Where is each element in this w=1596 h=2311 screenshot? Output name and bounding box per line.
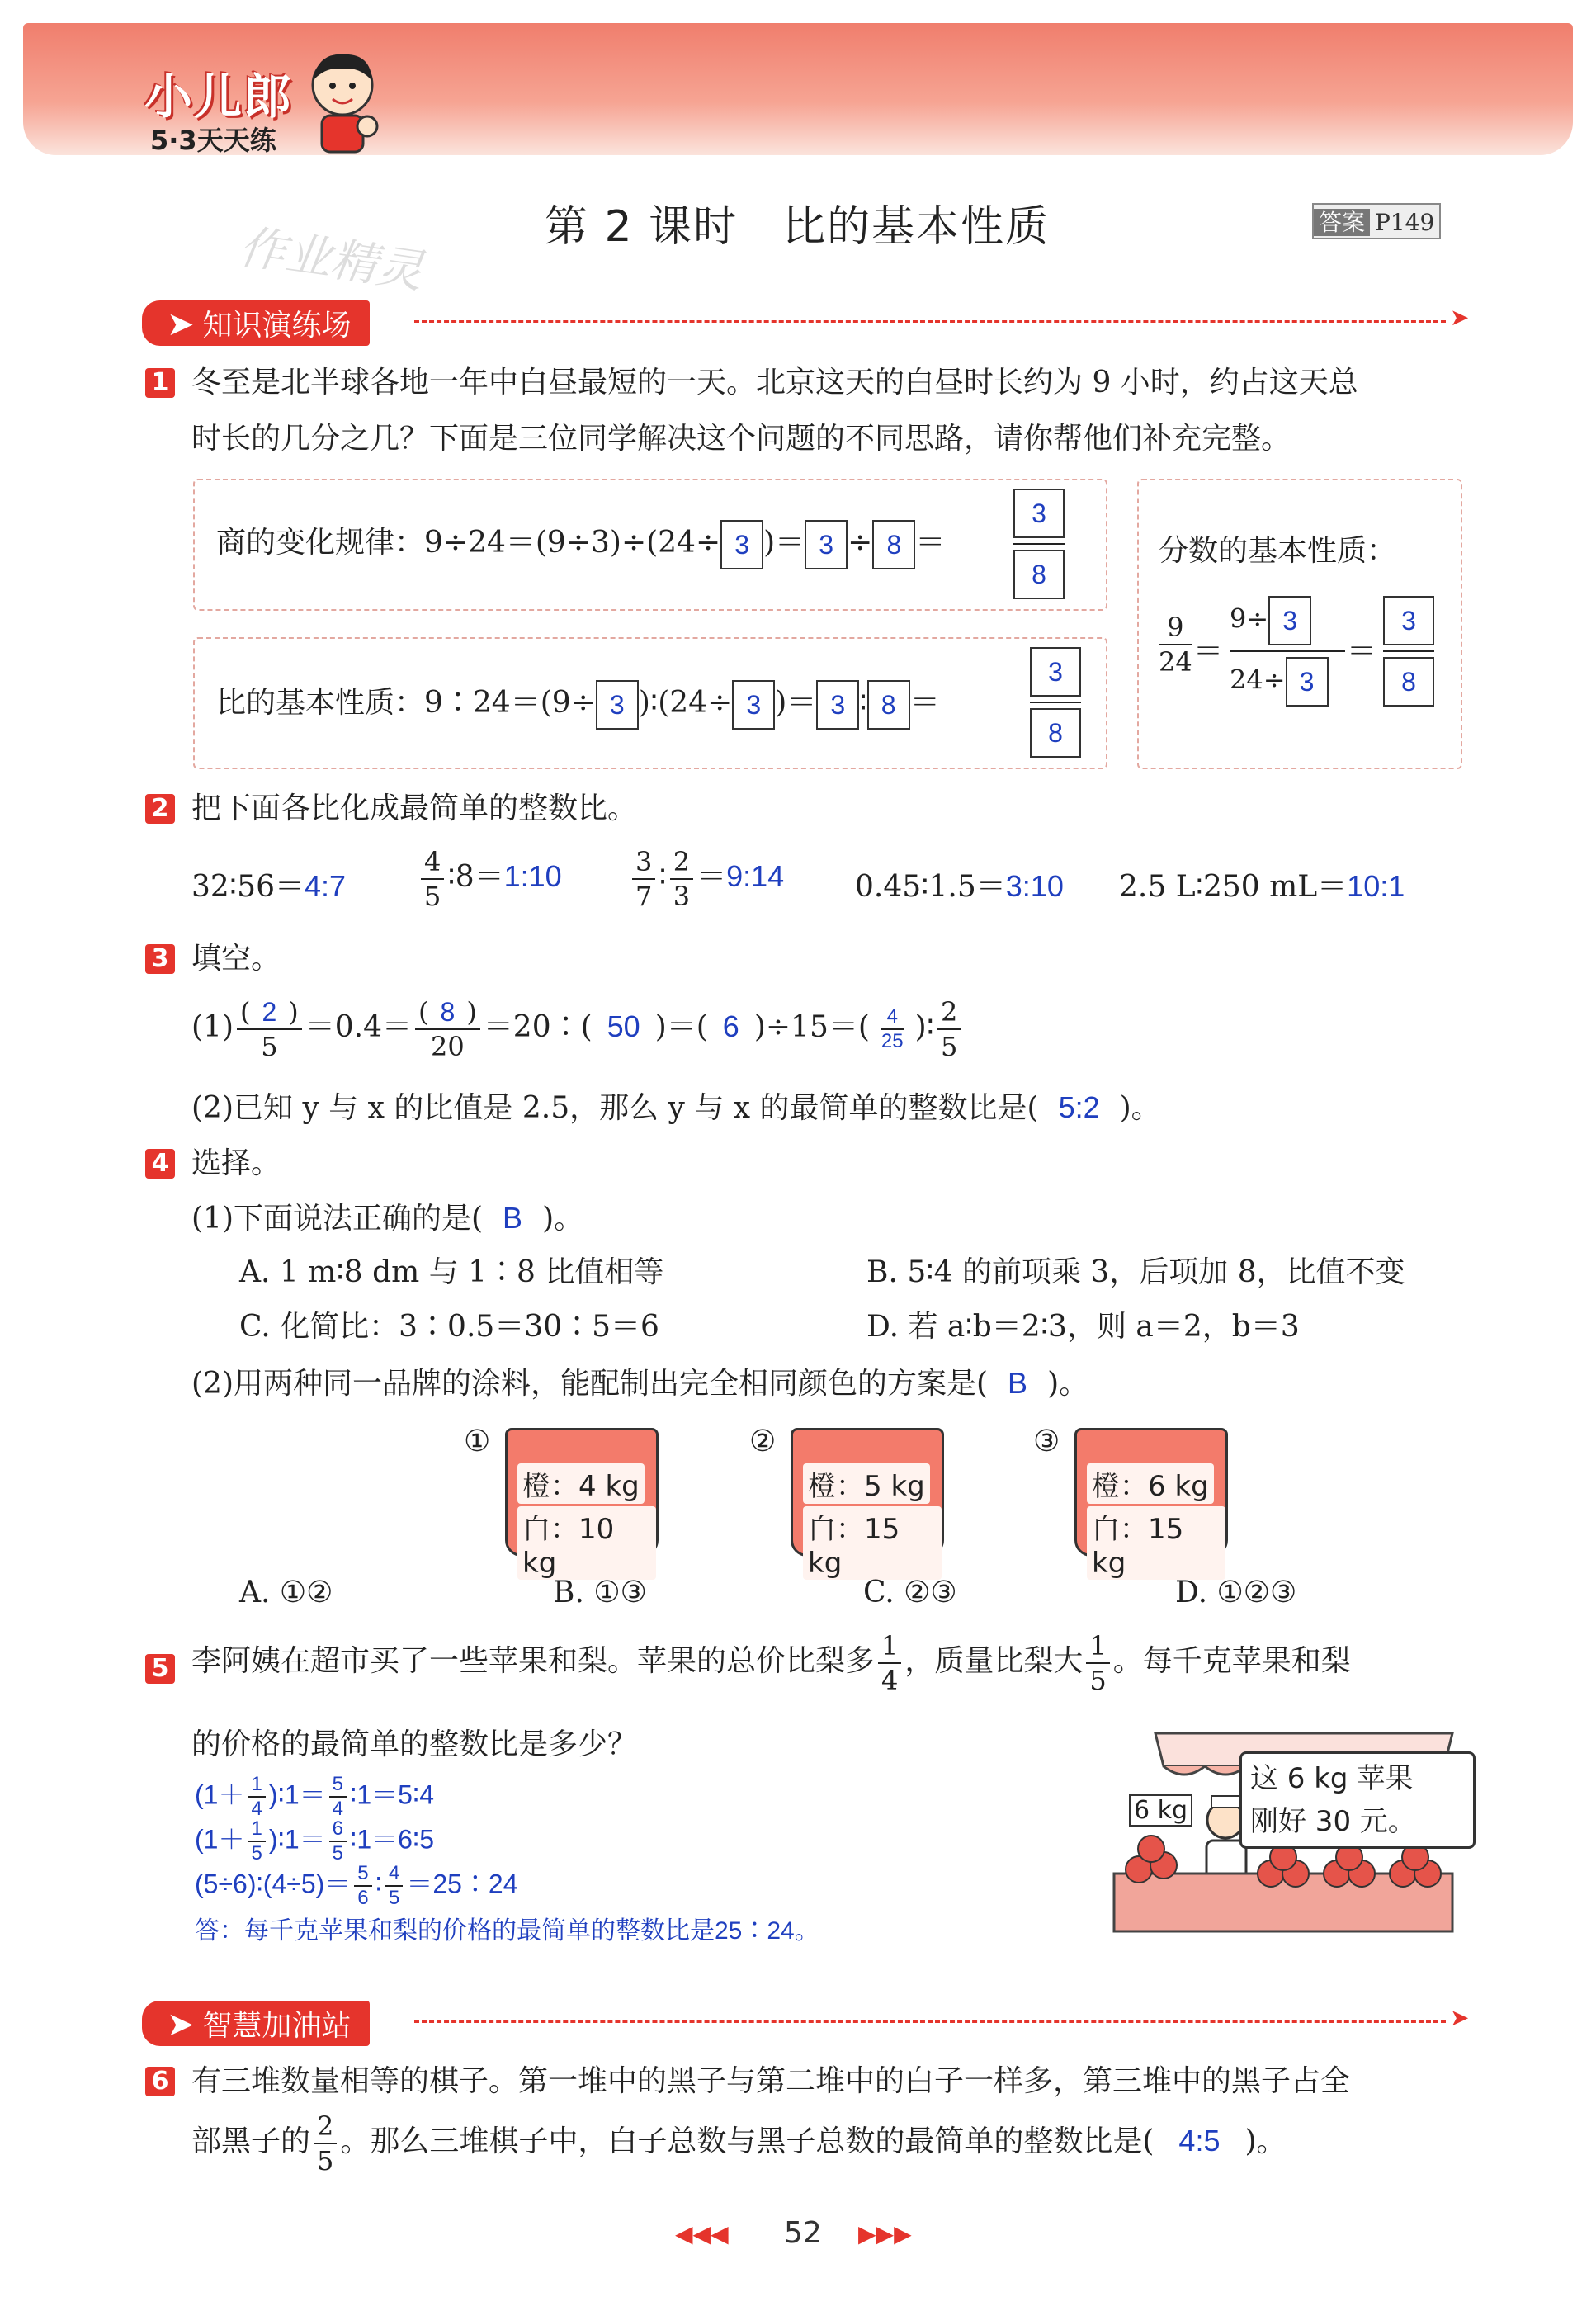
answer-box[interactable]: 3 [1268, 596, 1311, 645]
paint-bucket-1 [505, 1428, 659, 1580]
q5-solution-3 [195, 1862, 518, 1910]
expression: (5÷6)∶(4÷5)＝ [195, 1869, 352, 1899]
panel-c-fraction-3 [1383, 596, 1434, 707]
answer: 10:1 [1347, 869, 1405, 903]
q2-item-3 [629, 845, 784, 913]
mascot-icon [301, 48, 384, 155]
q6-text-line1: 有三堆数量相等的棋子。第一堆中的黑子与第二堆中的白子一样多，第三堆中的黑子占全 [191, 2064, 1351, 2098]
expression: )∶ [914, 1010, 935, 1044]
paren-close: ) [288, 996, 299, 1028]
expression: )＝( [654, 1010, 708, 1044]
denominator: 24 [1159, 646, 1192, 678]
expression: ∶ [375, 1869, 382, 1899]
numerator: 9 [1159, 611, 1192, 645]
answer-box[interactable]: 8 [872, 520, 915, 569]
q4-choice-c: C. ②③ [863, 1576, 957, 1609]
q4-option-d: D. 若 a∶b＝2∶3，则 a＝2，b＝3 [866, 1310, 1300, 1344]
denominator: 4 [251, 1798, 262, 1820]
q4-choice-d: D. ①②③ [1175, 1576, 1297, 1609]
statement: (2)已知 y 与 x 的比值是 2.5，那么 y 与 x 的最简单的整数比是( [191, 1091, 1039, 1125]
answer-box[interactable]: 3 [1030, 647, 1081, 697]
denominator: 25 [881, 1030, 904, 1052]
answer: 6 [722, 1009, 739, 1043]
eq-sign: ＝ [1347, 635, 1377, 669]
q5-solution-1 [195, 1773, 434, 1821]
denominator: 5 [261, 1031, 278, 1062]
prev-page-icon: ◀◀◀ [675, 2220, 729, 2247]
q2-text: 把下面各比化成最简单的整数比。 [191, 792, 638, 825]
expression: ∶8＝ [447, 860, 504, 894]
question-4 [145, 1149, 175, 1179]
next-page-icon: ▶▶▶ [858, 2220, 912, 2247]
div-sign: ÷ [848, 526, 873, 560]
expression: ＝20∶( [483, 1010, 593, 1044]
numerator: 3 [632, 845, 655, 880]
bucket-white: 白：15 kg [1087, 1506, 1225, 1580]
answer: B [1008, 1366, 1028, 1400]
numerator: 1 [248, 1773, 265, 1798]
numerator: 1 [248, 1817, 265, 1842]
bucket-mark-1: ① [464, 1425, 491, 1458]
paren-close: )。 [1119, 1091, 1161, 1125]
section-bar-1 [142, 300, 1471, 342]
panel-b-content [216, 680, 940, 730]
q2-item-5 [1119, 867, 1405, 907]
section-title-1: 知识演练场 [202, 309, 352, 343]
eq-sign: ＝ [696, 860, 727, 894]
denominator: 5 [941, 1031, 958, 1062]
answer: 4:5 [1178, 2124, 1221, 2157]
expression: )∶1＝ [268, 1779, 326, 1810]
bucket-mark-2: ② [749, 1425, 777, 1458]
numerator: 5 [329, 1773, 347, 1798]
page-number: 52 [784, 2216, 822, 2250]
panel-b-mid: )∶(24÷ [638, 686, 733, 720]
question-number: 3 [145, 944, 175, 974]
answer-box[interactable]: 8 [1013, 550, 1065, 599]
question-number: 6 [145, 2067, 175, 2096]
denominator: 5 [332, 1842, 343, 1864]
answer: 1:10 [503, 859, 562, 893]
answer-label: 答案 [1314, 209, 1370, 236]
q4-option-c: C. 化简比：3∶0.5＝30∶5＝6 [239, 1310, 659, 1344]
statement: 部黑子的 [191, 2124, 311, 2158]
question-2 [145, 794, 175, 824]
denominator: 5 [1089, 1665, 1107, 1696]
answer: 9:14 [726, 859, 785, 893]
expression: ＝0.4＝ [305, 1010, 413, 1044]
answer: 8 [440, 997, 456, 1027]
paren-close: )。 [542, 1202, 584, 1236]
denominator: 24÷ [1230, 664, 1286, 696]
eq-sign: ＝ [915, 526, 946, 560]
paint-bucket-2 [791, 1428, 944, 1580]
paren-close: )。 [1244, 2124, 1287, 2158]
panel-c-fraction-1 [1155, 611, 1196, 678]
denominator: 5 [388, 1887, 400, 1909]
expression: (1＋ [195, 1824, 245, 1855]
section-tag-1 [142, 300, 370, 346]
answer: 4:7 [305, 869, 347, 903]
q5-solution-2 [195, 1817, 434, 1865]
denominator: 4 [332, 1798, 343, 1820]
numerator: 1 [878, 1629, 901, 1664]
panel-c-title: 分数的基本性质： [1159, 534, 1397, 568]
panel-c-fraction-2 [1230, 596, 1345, 707]
q4-option-b: B. 5∶4 的前项乘 3，后项加 8，比值不变 [866, 1255, 1405, 1289]
q1-text-line2: 时长的几分之几？下面是三位同学解决这个问题的不同思路，请你帮他们补充完整。 [191, 422, 1291, 456]
question-number: 4 [145, 1149, 175, 1179]
runner-icon: ➤ [167, 2006, 195, 2044]
paren-open: ( [418, 996, 429, 1028]
answer-box[interactable]: 8 [1383, 657, 1434, 707]
expression: 2.5 L∶250 mL＝ [1119, 870, 1348, 904]
q4-choice-a: A. ①② [239, 1576, 333, 1609]
statement: 。每千克苹果和梨 [1112, 1644, 1351, 1678]
numerator: 6 [329, 1817, 347, 1842]
numerator: 4 [385, 1862, 403, 1887]
answer-box[interactable]: 3 [1383, 596, 1434, 645]
weight-tag: 6 kg [1129, 1794, 1192, 1827]
section-divider [414, 2020, 1446, 2023]
speech-line-2: 刚好 30 元。 [1250, 1805, 1416, 1838]
part-label: (1) [191, 1010, 234, 1044]
colon-sign: ∶ [659, 860, 667, 894]
panel-a-fraction [1013, 489, 1065, 599]
statement: (1)下面说法正确的是( [191, 1202, 484, 1236]
numerator: 1 [1086, 1629, 1109, 1664]
answer-page: P149 [1375, 209, 1435, 236]
section-tag-2 [142, 2001, 370, 2046]
panel-a-content [216, 520, 945, 569]
q6-text-line2 [191, 2110, 1287, 2177]
eq-sign: ＝ [1193, 635, 1224, 669]
denominator: 7 [635, 881, 653, 912]
section-title-2: 智慧加油站 [202, 2009, 352, 2043]
numerator: 9÷ [1230, 603, 1269, 635]
q2-item-4 [855, 867, 1064, 907]
bucket-mark-3: ③ [1033, 1425, 1060, 1458]
arrow-right-icon: ➤ [1450, 304, 1470, 331]
numerator: 4 [881, 1005, 904, 1030]
answer: 3:10 [1005, 869, 1064, 903]
paint-bucket-3 [1074, 1428, 1228, 1580]
answer-box[interactable]: 3 [1286, 657, 1329, 707]
paren-close: )＝ [775, 686, 817, 720]
numerator: 4 [421, 845, 444, 880]
answer-box[interactable]: 3 [720, 520, 763, 569]
question-number: 5 [145, 1654, 175, 1684]
expression: 32∶56＝ [191, 870, 305, 904]
q4-sub-2 [191, 1363, 1088, 1404]
denominator: 4 [881, 1665, 899, 1696]
brand-series: 5·3天天练 [150, 125, 276, 156]
answer-reference [1312, 203, 1441, 239]
runner-icon: ➤ [167, 305, 195, 343]
numerator: 2 [670, 845, 693, 880]
denominator: 5 [424, 881, 441, 912]
bucket-white: 白：10 kg [517, 1506, 656, 1580]
denominator: 3 [673, 881, 691, 912]
paren-close: )。 [1047, 1367, 1089, 1401]
question-5 [145, 1654, 175, 1684]
answer: 50 [607, 1009, 640, 1043]
eq-sign: ＝ [909, 686, 940, 720]
q3-part-2 [191, 1088, 1161, 1128]
bucket-white: 白：15 kg [803, 1506, 942, 1580]
speech-line-1: 这 6 kg 苹果 [1250, 1762, 1414, 1795]
q5-text-line2: 的价格的最简单的整数比是多少？ [191, 1727, 638, 1761]
question-3 [145, 944, 175, 974]
brand-logo: 小儿郎 [144, 69, 294, 125]
denominator: 5 [251, 1842, 262, 1864]
section-bar-2 [142, 2001, 1471, 2042]
q2-item-1 [191, 867, 346, 907]
arrow-right-icon: ➤ [1450, 2004, 1470, 2031]
q1-text-line1: 冬至是北半球各地一年中白昼最短的一天。北京这天的白昼时长约为 9 小时，约占这天总 [191, 366, 1358, 399]
expression: ∶1＝6∶5 [349, 1824, 435, 1855]
answer-box[interactable]: 8 [1030, 708, 1081, 758]
colon-sign: ∶ [859, 686, 867, 720]
panel-a-prefix: 商的变化规律：9÷24＝(9÷3)÷(24÷ [216, 526, 721, 560]
denominator: 5 [317, 2145, 334, 2176]
question-1 [145, 368, 175, 398]
statement: 。那么三堆棋子中，白子总数与黑子总数的最简单的整数比是( [340, 2124, 1155, 2158]
panel-b-fraction [1030, 647, 1081, 758]
answer-box[interactable]: 3 [732, 680, 775, 730]
expression: (1＋ [195, 1779, 245, 1810]
q5-answer: 答：每千克苹果和梨的价格的最简单的整数比是25∶24。 [195, 1917, 819, 1945]
paren-open: ( [240, 996, 251, 1028]
paren-close: )＝ [763, 526, 805, 560]
q3-text: 填空。 [191, 942, 281, 976]
question-number: 1 [145, 368, 175, 398]
answer-box[interactable]: 3 [816, 680, 859, 730]
watermark: 作业精灵 [235, 220, 427, 300]
question-number: 2 [145, 794, 175, 824]
answer: B [503, 1201, 523, 1235]
answer-box[interactable]: 3 [596, 680, 639, 730]
q4-sub-1 [191, 1198, 583, 1239]
numerator: 5 [354, 1862, 371, 1887]
expression: ∶1＝5∶4 [349, 1779, 435, 1810]
expression: )÷15＝( [753, 1010, 870, 1044]
expression: )∶1＝ [268, 1824, 326, 1855]
panel-b-prefix: 比的基本性质：9∶24＝(9÷ [216, 686, 596, 720]
statement: 李阿姨在超市买了一些苹果和梨。苹果的总价比梨多 [191, 1644, 876, 1678]
section-divider [414, 320, 1446, 323]
q4-choice-b: B. ①③ [553, 1576, 647, 1609]
answer: 5:2 [1058, 1090, 1100, 1124]
speech-bubble [1239, 1751, 1476, 1849]
q5-text-line1 [191, 1629, 1351, 1697]
bucket-orange: 橙：6 kg [1087, 1463, 1214, 1504]
numerator: 2 [937, 995, 961, 1030]
expression: ＝25∶24 [406, 1869, 518, 1899]
denominator: 6 [357, 1887, 369, 1909]
statement: (2)用两种同一品牌的涂料，能配制出完全相同颜色的方案是( [191, 1367, 989, 1401]
statement: ，质量比梨大 [904, 1644, 1084, 1678]
numerator: 2 [314, 2110, 337, 2144]
answer-box[interactable]: 3 [1013, 489, 1065, 538]
answer-box[interactable]: 3 [805, 520, 848, 569]
q4-option-a: A. 1 m∶8 dm 与 1∶8 比值相等 [239, 1255, 664, 1289]
q4-text: 选择。 [191, 1146, 281, 1180]
paren-close: ) [466, 996, 477, 1028]
question-6 [145, 2067, 175, 2096]
bucket-orange: 橙：5 kg [803, 1463, 930, 1504]
q2-item-2 [418, 845, 562, 913]
denominator: 20 [431, 1031, 465, 1062]
answer-box[interactable]: 8 [867, 680, 910, 730]
expression: 0.45∶1.5＝ [855, 870, 1006, 904]
lesson-title: 第 2 课时 比的基本性质 [545, 202, 1051, 252]
answer: 2 [262, 997, 277, 1027]
bucket-orange: 橙：4 kg [517, 1463, 645, 1504]
q3-part-1 [191, 995, 964, 1063]
